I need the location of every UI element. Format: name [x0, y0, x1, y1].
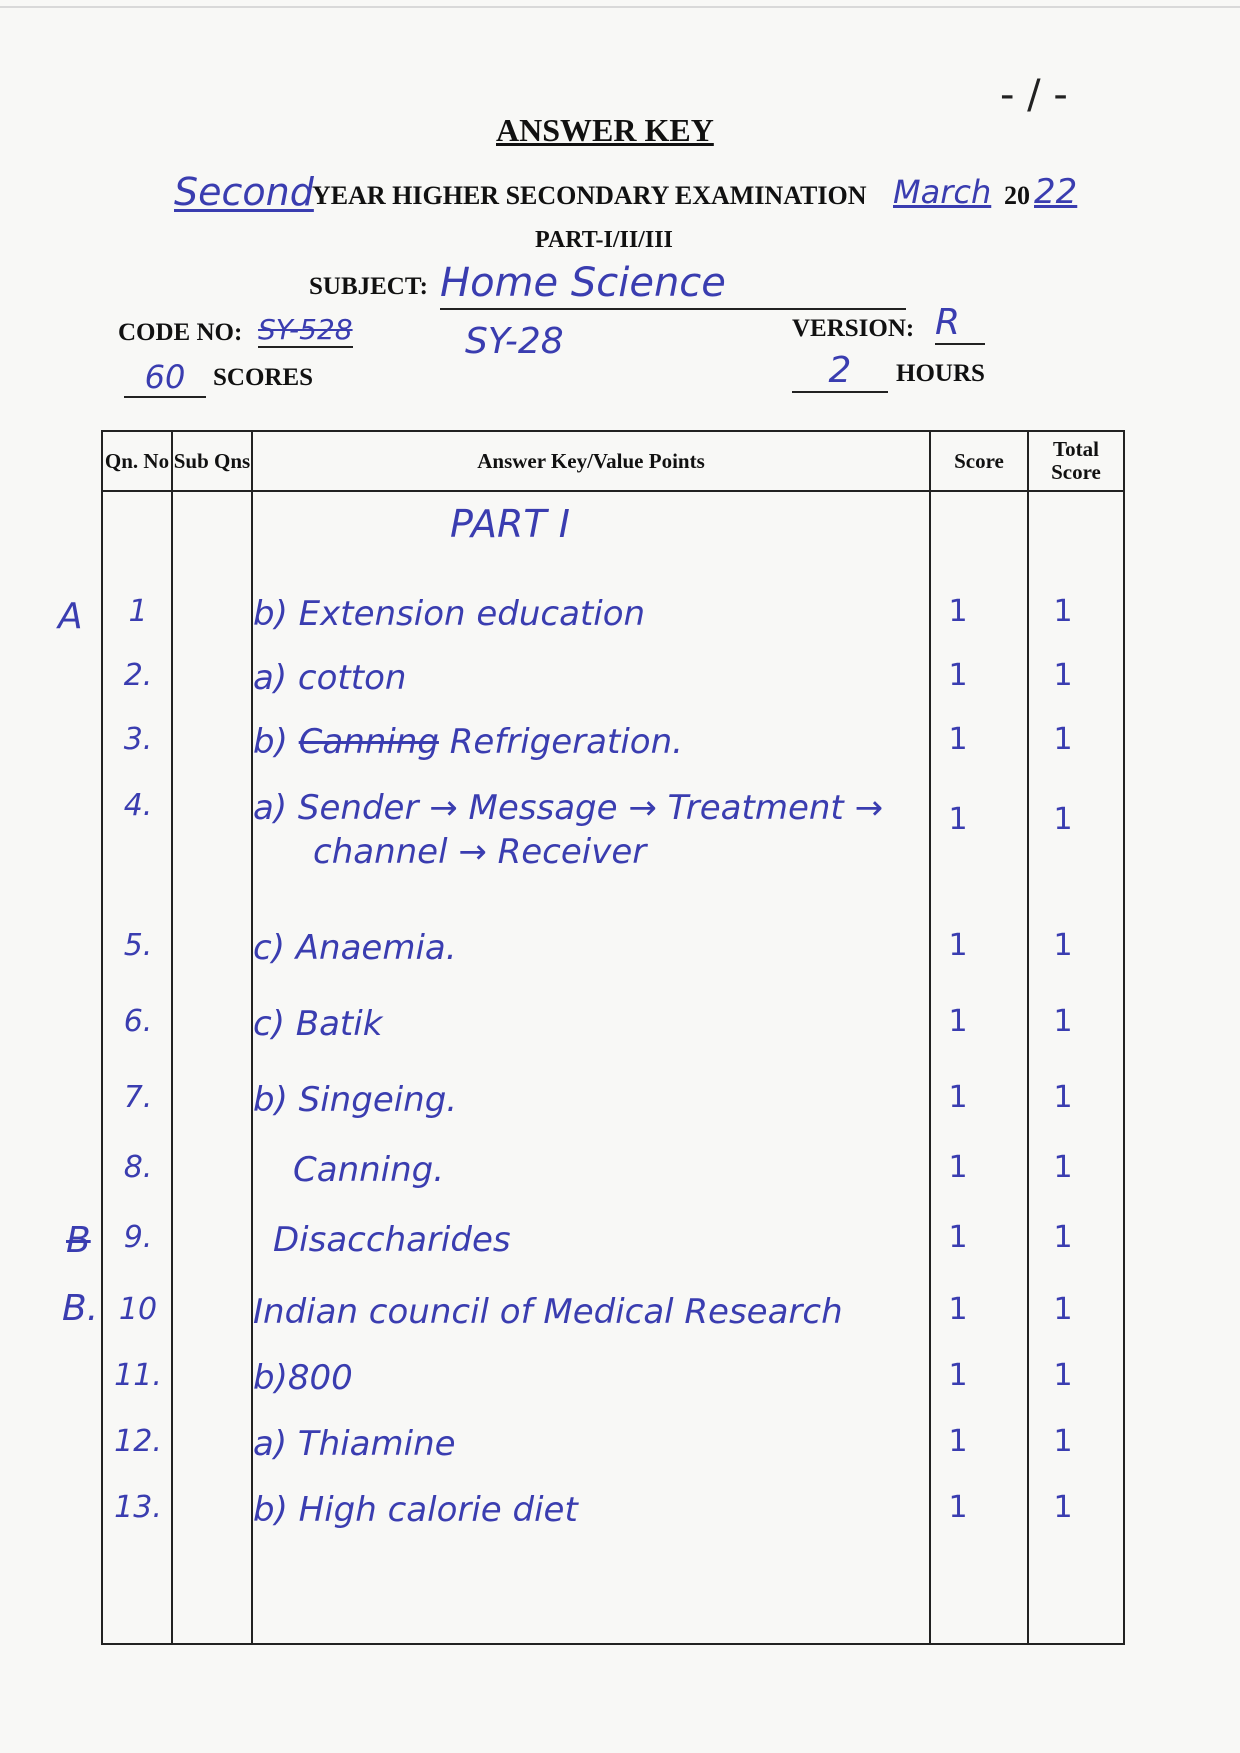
answer-text: Canning. — [293, 1150, 445, 1190]
answer-table — [101, 430, 1125, 1645]
hours-label: HOURS — [896, 360, 985, 387]
total-score: 1 — [1053, 1292, 1073, 1327]
question-number: 11. — [114, 1358, 162, 1393]
answer-text: c) Batik — [253, 1004, 383, 1044]
hours-handwritten: 2 — [792, 350, 888, 393]
year-handwritten: Second — [174, 170, 314, 214]
page-title: ANSWER KEY — [496, 112, 714, 148]
score: 1 — [948, 1292, 968, 1327]
table-row — [103, 928, 1123, 978]
answer-text: Indian council of Medical Research — [253, 1292, 843, 1332]
version-handwritten: R — [935, 302, 985, 345]
table-row — [103, 1424, 1123, 1474]
question-number: 8. — [123, 1150, 153, 1185]
header-answer: Answer Key/Value Points — [477, 448, 705, 473]
margin-note-a: A — [58, 596, 83, 637]
answer-struck: Canning — [298, 722, 439, 762]
part-heading: PART I — [450, 502, 570, 546]
total-score: 1 — [1053, 658, 1073, 693]
table-row — [103, 722, 1123, 772]
score: 1 — [948, 802, 968, 837]
version-label: VERSION: — [792, 315, 915, 342]
table-row — [103, 1004, 1123, 1054]
score: 1 — [948, 594, 968, 629]
question-number: 2. — [123, 658, 153, 693]
answer-text: Disaccharides — [273, 1220, 511, 1260]
answer-text: c) Anaemia. — [253, 928, 457, 968]
score: 1 — [948, 1358, 968, 1393]
table-row — [103, 1080, 1123, 1130]
table-row — [103, 1150, 1123, 1200]
question-number: 10 — [118, 1292, 158, 1327]
total-score: 1 — [1053, 1150, 1073, 1185]
subject-handwritten: Home Science — [440, 260, 906, 310]
total-score: 1 — [1053, 594, 1073, 629]
total-score: 1 — [1053, 1424, 1073, 1459]
answer-prefix: b) — [253, 722, 288, 762]
code-struck: SY-528 — [258, 313, 353, 346]
table-row — [103, 788, 1123, 884]
question-number: 9. — [123, 1220, 153, 1255]
year-prefix: 20 — [1004, 181, 1030, 210]
part-label: PART-I/II/III — [535, 227, 673, 253]
scores-label: SCORES — [213, 364, 314, 391]
score: 1 — [948, 1080, 968, 1115]
year-suffix-handwritten: 22 — [1034, 172, 1078, 212]
table-row — [103, 1358, 1123, 1408]
total-score: 1 — [1053, 1080, 1073, 1115]
answer-text: b) Singeing. — [253, 1080, 458, 1120]
page-number: - / - — [1000, 72, 1068, 118]
question-number: 6. — [123, 1004, 153, 1039]
score: 1 — [948, 1424, 968, 1459]
score: 1 — [948, 1490, 968, 1525]
answer-text: b) Extension education — [253, 594, 646, 634]
header-qn-no: Qn. No — [104, 448, 170, 473]
scan-edge-line — [0, 6, 1240, 8]
subject-label: SUBJECT: — [309, 273, 429, 300]
answer-line-1: a) Sender → Message → Treatment → — [253, 788, 884, 828]
score: 1 — [948, 1004, 968, 1039]
score: 1 — [948, 658, 968, 693]
question-number: 7. — [123, 1080, 153, 1115]
margin-note-b-struck: B — [66, 1220, 91, 1261]
month-handwritten: March — [893, 173, 992, 211]
question-number: 5. — [123, 928, 153, 963]
total-score: 1 — [1053, 802, 1073, 837]
answer-text: a) Thiamine — [253, 1424, 456, 1464]
answer-main: Refrigeration. — [449, 722, 683, 762]
header-divider — [103, 490, 1123, 492]
scores-handwritten: 60 — [124, 358, 206, 398]
score: 1 — [948, 928, 968, 963]
answer-text — [253, 722, 683, 762]
total-score: 1 — [1053, 1490, 1073, 1525]
table-row — [103, 1490, 1123, 1540]
header-total-score: Total Score — [1051, 437, 1101, 484]
question-number: 4. — [123, 788, 153, 823]
exam-title: YEAR HIGHER SECONDARY EXAMINATION — [312, 181, 867, 210]
total-score: 1 — [1053, 1004, 1073, 1039]
answer-text — [253, 788, 883, 872]
answer-text: b)800 — [253, 1358, 353, 1398]
header-sub-qns: Sub Qns — [173, 448, 251, 473]
code-handwritten: SY-28 — [465, 321, 564, 362]
answer-line-2: channel → Receiver — [313, 832, 647, 872]
question-number: 12. — [114, 1424, 162, 1459]
question-number: 13. — [114, 1490, 162, 1525]
answer-text: a) cotton — [253, 658, 407, 698]
table-row — [103, 1292, 1123, 1342]
code-label: CODE NO: — [118, 319, 243, 346]
table-row — [103, 594, 1123, 644]
total-score: 1 — [1053, 928, 1073, 963]
margin-note-b: B. — [62, 1288, 99, 1329]
header-score: Score — [954, 448, 1004, 473]
total-score: 1 — [1053, 722, 1073, 757]
question-number: 1 — [128, 594, 148, 629]
table-row — [103, 658, 1123, 708]
score: 1 — [948, 722, 968, 757]
table-row — [103, 1220, 1123, 1270]
total-score: 1 — [1053, 1220, 1073, 1255]
question-number: 3. — [123, 722, 153, 757]
answer-text: b) High calorie diet — [253, 1490, 578, 1530]
score: 1 — [948, 1150, 968, 1185]
total-score: 1 — [1053, 1358, 1073, 1393]
score: 1 — [948, 1220, 968, 1255]
